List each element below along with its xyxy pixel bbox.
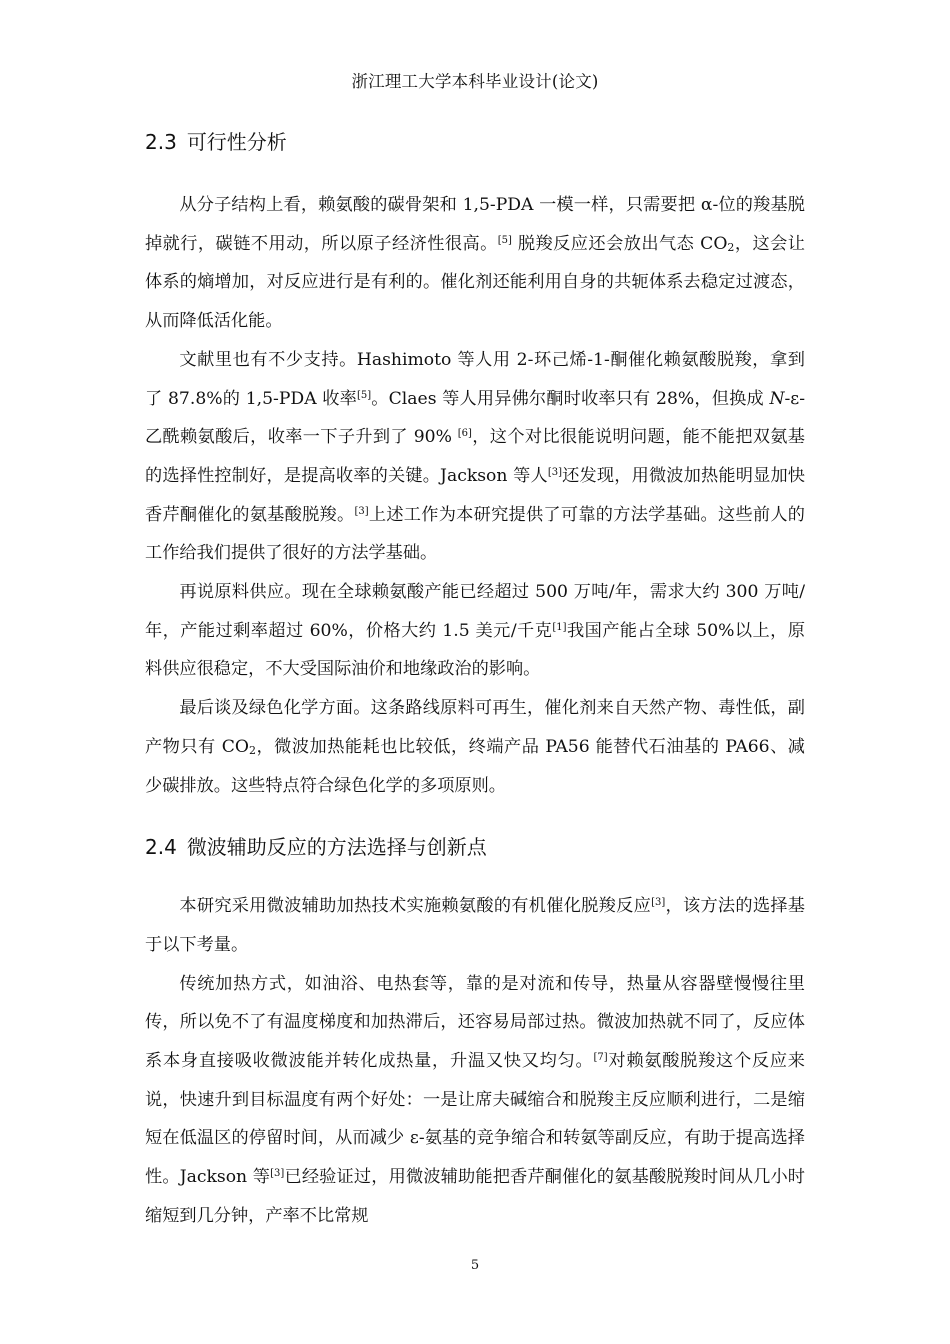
section-number: 2.4 (145, 835, 177, 860)
page-header: 浙江理工大学本科毕业设计(论文) (351, 72, 599, 91)
paragraph: 再说原料供应。现在全球赖氨酸产能已经超过 500 万吨/年，需求大约 300 万吨/年，产能过剩率超过 60%，价格大约 1.5 美元/千克[1]我国产能占全球 50%以上，原料供应很稳定，不大受国际油价和地缘政治的影响。 (145, 582, 806, 680)
section-number: 2.3 (145, 130, 177, 154)
section-heading-2-3 (145, 122, 805, 162)
section-title: 可行性分析 (186, 130, 287, 154)
paragraph: 本研究采用微波辅助加热技术实施赖氨酸的有机催化脱羧反应[3]，该方法的选择基于以下考量。 (145, 896, 805, 955)
paragraph: 传统加热方式，如油浴、电热套等，靠的是对流和传导，热量从容器壁慢慢往里传，所以免不了有温度梯度和加热滞后，还容易局部过热。微波加热就不同了，反应体系本身直接吸收微波能并转化成热量，升温又快又均匀。[7]对赖氨酸脱羧这个反应来说，快速升到目标温度有两个好处：一是让席夫碱缩合和脱羧主反应顺利进行，二是缩短在低温区的停留时间，从而减少 ε-氨基的竞争缩合和转氨等副反应，有助于提高选择性。Jackson 等[3]已经验证过，用微波辅助能把香芹酮催化的氨基酸脱羧时间从几小时缩短到几分钟，产率不比常规 (145, 973, 805, 1226)
paragraph: 从分子结构上看，赖氨酸的碳骨架和 1,5-PDA 一模一样，只需要把 α-位的羧基脱掉就行，碳链不用动，所以原子经济性很高。[5] 脱羧反应还会放出气态 $CO_2$，这会让体系的熵增加，对反应进行是有利的。催化剂还能利用自身的共轭体系去稳定过渡态，从而降低活化能。 (145, 195, 805, 332)
page-number: 5 (470, 1258, 480, 1273)
paragraph: 文献里也有不少支持。Hashimoto 等人用 2-环己烯-1-酮催化赖氨酸脱羧，拿到了 87.8%的 1,5-PDA 收率[5]。Claes 等人用异佛尔酮时收率只有 28%，但换成 N-ε-乙酰赖氨酸后，收率一下子升到了 90% [6]，这个对比很能说明问题，能不能把双氨基的选择性控制好，是提高收率的关键。Jackson 等人[3]还发现，用微波加热能明显加快香芹酮催化的氨基酸脱羧。[3]上述工作为本研究提供了可靠的方法学基础。这些前人的工作给我们提供了很好的方法学基础。 (145, 349, 806, 564)
paragraph: 最后谈及绿色化学方面。这条路线原料可再生，催化剂来自天然产物、毒性低，副产物只有 $CO_2$，微波加热能耗也比较低，终端产品 PA56 能替代石油基的 PA66、减少碳排放。这些特点符合绿色化学的多项原则。 (145, 698, 805, 796)
section-title: 微波辅助反应的方法选择与创新点 (186, 835, 487, 860)
section-heading-2-4 (145, 827, 805, 867)
document-body (145, 122, 805, 1236)
